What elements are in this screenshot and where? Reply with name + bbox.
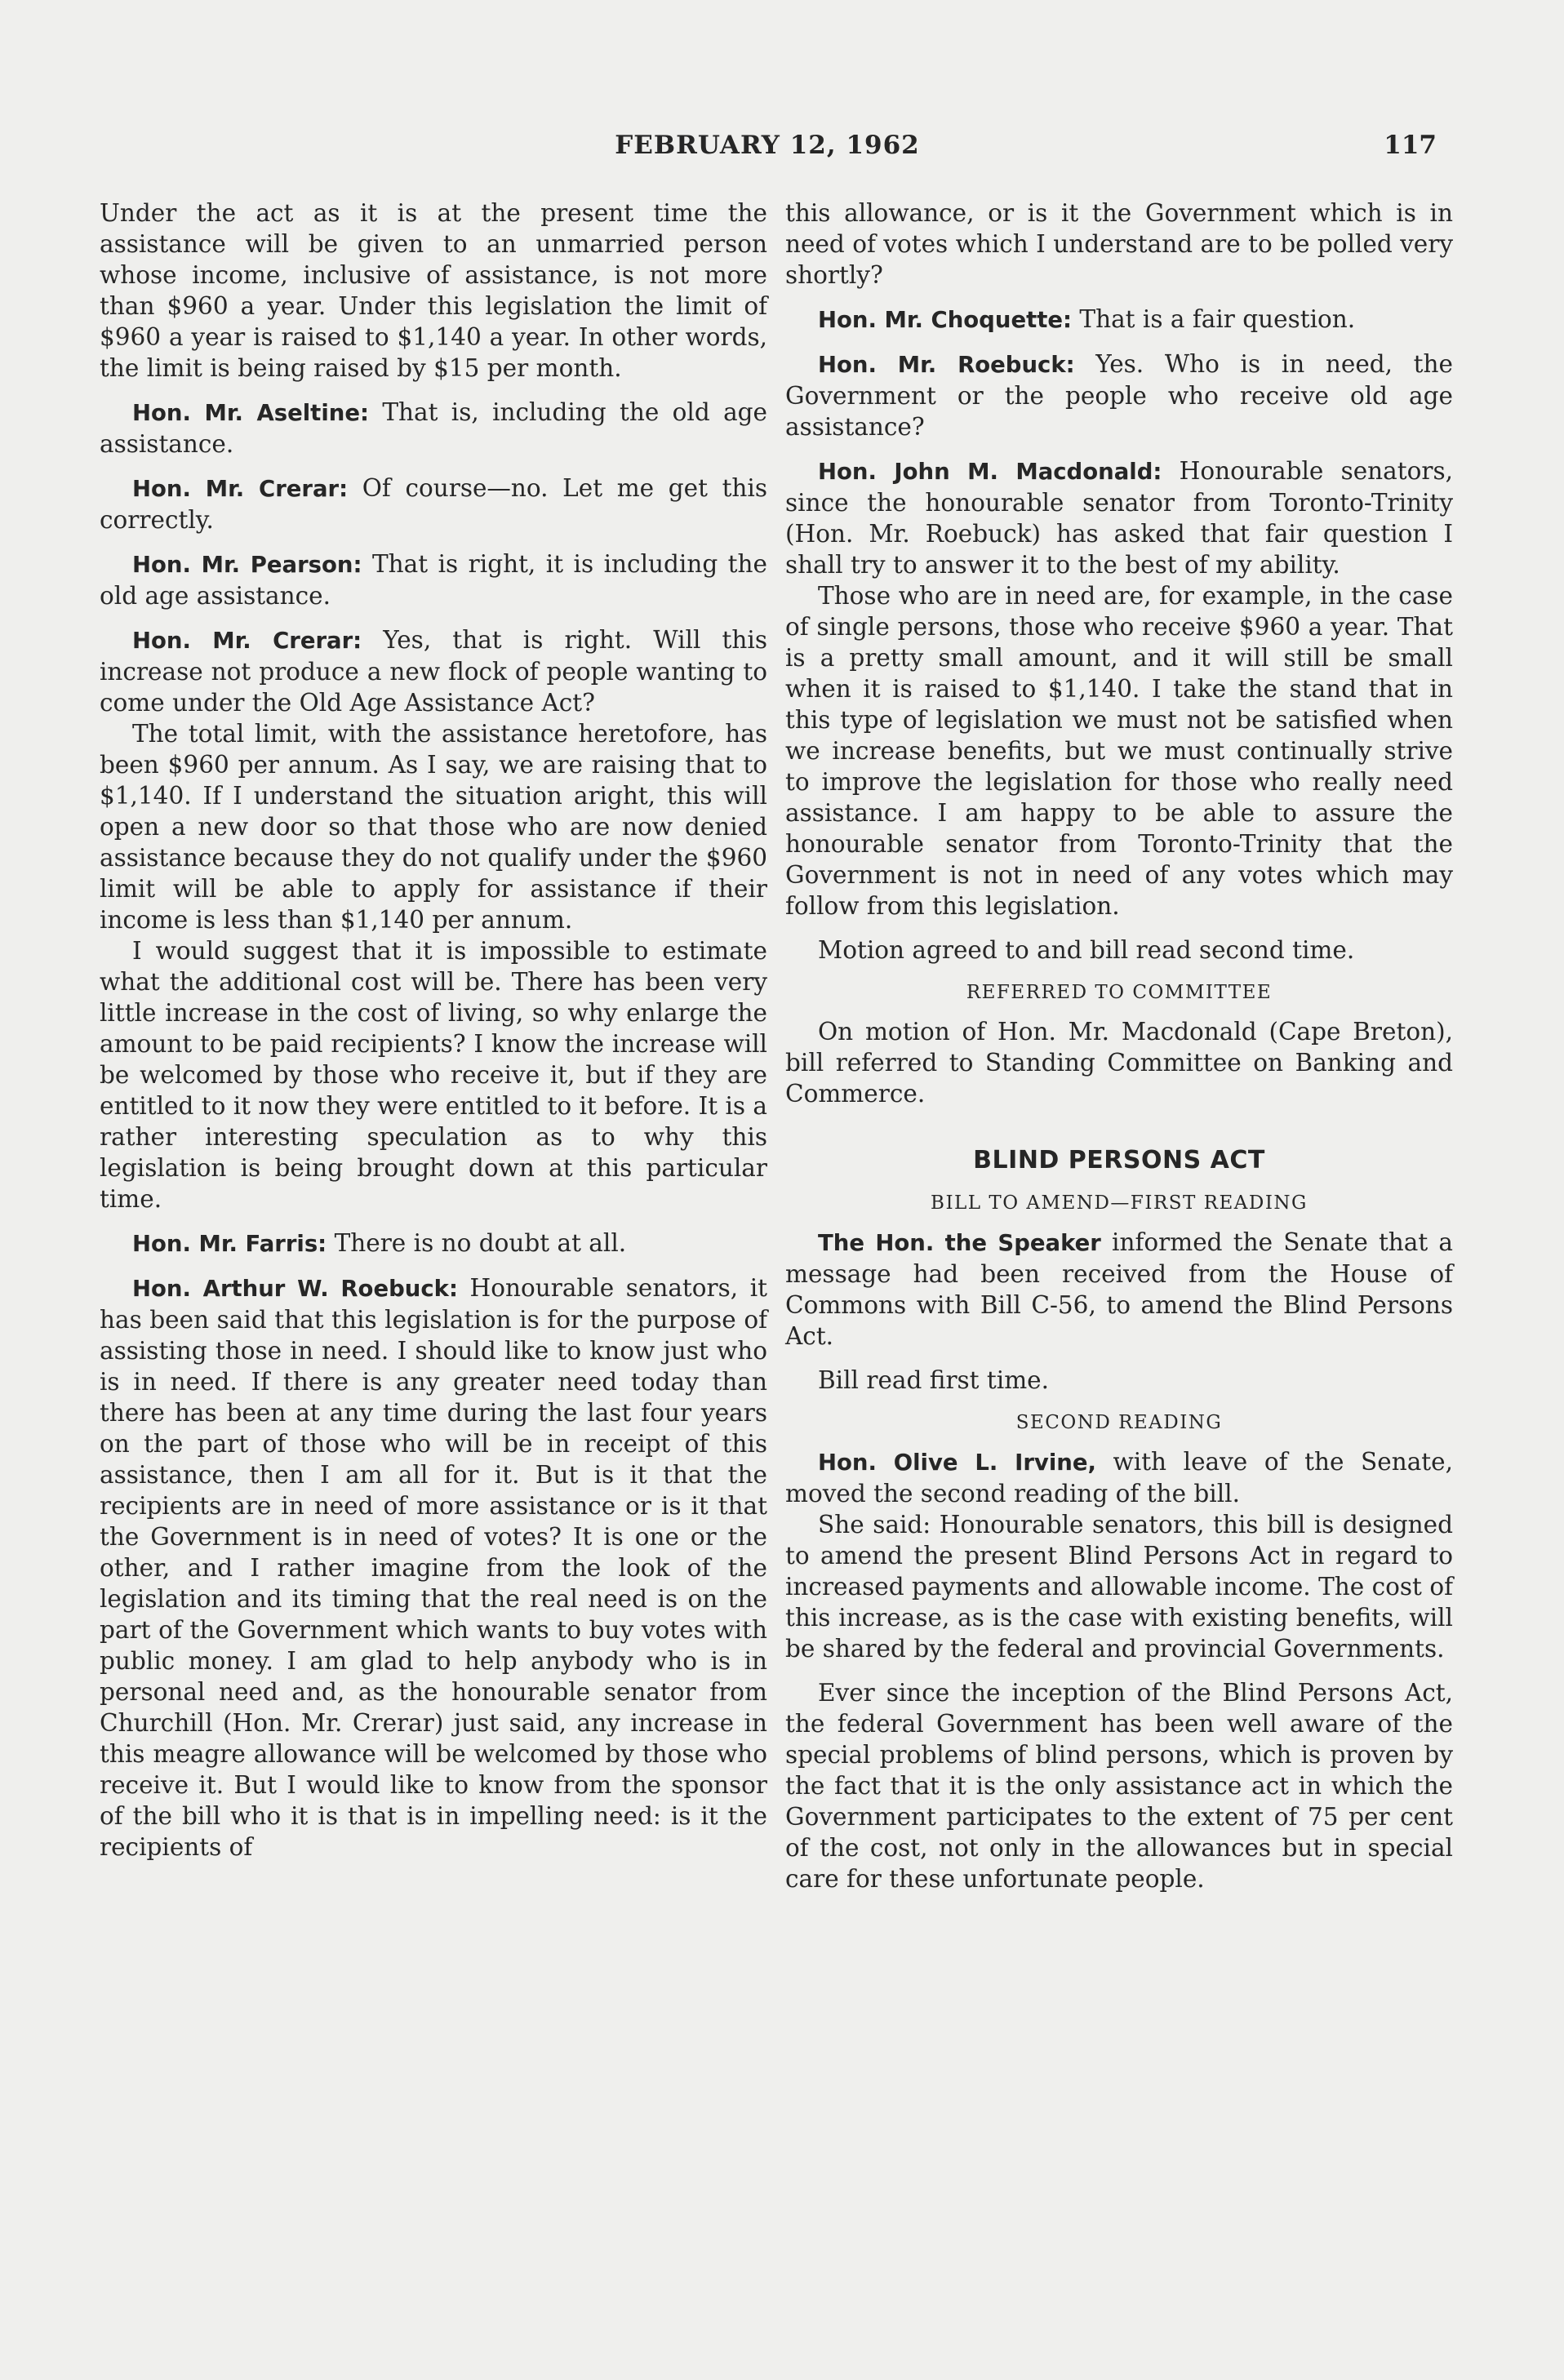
paragraph: Ever since the inception of the Blind Persons Act, the federal Government has been well aware of the special problems of blind persons, which is proven by the fact that it is the only assistance act in which the Government participates to the extent of 75 per cent of the cost, not only in the allowances but in special care for these unfortunate people. bbox=[785, 1679, 1453, 1893]
speech-paragraph bbox=[785, 1446, 1453, 1509]
speech-text: There is no doubt at all. bbox=[327, 1229, 627, 1257]
section-title: BLIND PERSONS ACT bbox=[973, 1146, 1265, 1174]
paragraph: Those who are in need are, for example, in the case of single persons, those who receive $960 a year. That is a pretty small amount, and it will still be small when it is raised to $1,140. I take the stand that in this type of legislation we must not be satisfied when we increase benefits, but we must continually strive to improve the legislation for those who really need assistance. I am happy to be able to assure the honourable senator from Toronto-Trinity that the Government is not in need of any votes which may follow from this legislation. bbox=[785, 582, 1453, 920]
speaker-name: Hon. Mr. Farris: bbox=[132, 1231, 327, 1257]
speech-text: informed the Senate that a message had been received from the House of Commons with Bill C-56, to amend the Blind Persons Act. bbox=[785, 1228, 1453, 1350]
speaker-name: Hon. Mr. Crerar: bbox=[132, 628, 362, 654]
speech-paragraph bbox=[785, 1227, 1453, 1352]
speaker-name: Hon. Mr. Choquette: bbox=[818, 307, 1073, 333]
speech-text: That is right, it is including the old age assistance. bbox=[100, 550, 767, 610]
speaker-name: Hon. Olive L. Irvine, bbox=[818, 1450, 1096, 1476]
speech-paragraph bbox=[100, 548, 767, 611]
speech-paragraph bbox=[785, 304, 1453, 335]
speaker-name: Hon. Mr. Pearson: bbox=[132, 552, 362, 578]
paragraph: I would suggest that it is impossible to estimate what the additional cost will be. There has been very little increase in the cost of living, so why enlarge the amount to be paid recipients? I know the increase will be welcomed by those who receive it, but if they are entitled to it now they were entitled to it before. It is a rather interesting speculation as to why this legislation is being brought down at this particular time. bbox=[100, 937, 767, 1213]
speech-text: with leave of the Senate, moved the second reading of the bill. bbox=[785, 1448, 1453, 1507]
speech-paragraph bbox=[785, 455, 1453, 580]
speech-paragraph bbox=[100, 397, 767, 460]
speech-text: Yes, that is right. Will this increase not produce a new flock of people wanting to come under the Old Age Assistance Act? bbox=[100, 626, 767, 717]
page-number: 117 bbox=[1384, 131, 1437, 160]
paragraph: Motion agreed to and bill read second time. bbox=[818, 936, 1355, 964]
speech-paragraph bbox=[100, 1272, 767, 1863]
paragraph: this allowance, or is it the Government which is in need of votes which I understand are to be polled very shortly? bbox=[785, 199, 1453, 289]
speech-text: Of course—no. Let me get this correctly. bbox=[100, 474, 767, 534]
paragraph: On motion of Hon. Mr. Macdonald (Cape Breton), bill referred to Standing Committee on Banking and Commerce. bbox=[785, 1018, 1453, 1108]
left-column bbox=[100, 198, 767, 1863]
speech-text: Honourable senators, since the honourable senator from Toronto-Trinity (Hon. Mr. Roebuck) has asked that fair question I shall try to answer it to the best of my ability. bbox=[785, 457, 1453, 579]
page-header bbox=[98, 131, 1437, 171]
speaker-name: The Hon. the Speaker bbox=[818, 1230, 1101, 1256]
speaker-name: Hon. Mr. Aseltine: bbox=[132, 400, 369, 426]
speaker-name: Hon. Mr. Crerar: bbox=[132, 476, 349, 502]
speaker-name: Hon. Arthur W. Roebuck: bbox=[132, 1276, 458, 1302]
speech-text: Honourable senators, it has been said that this legislation is for the purpose of assisting those in need. I should like to know just who is in need. If there is any greater need today than there has been at any time during the last four years on the part of those who will be in receipt of this assistance, then I am all for it. But is it that the recipients are in need of more assistance or is it that the Government is in need of votes? It is one or the other, and I rather imagine from the look of the legislation and its timing that the real need is on the part of the Government which wants to buy votes with public money. I am glad to help anybody who is in personal need and, as the honourable senator from Churchill (Hon. Mr. Crerar) just said, any increase in this meagre allowance will be welcomed by those who receive it. But I would like to know from the sponsor of the bill who it is that is in impelling need: is it the recipients of bbox=[100, 1274, 767, 1861]
paragraph: The total limit, with the assistance heretofore, has been $960 per annum. As I say, we are raising that to $1,140. If I understand the situation aright, this will open a new door so that those who are now denied assistance because they do not qualify under the $960 limit will be able to apply for assistance if their income is less than $1,140 per annum. bbox=[100, 720, 767, 934]
speaker-name: Hon. Mr. Roebuck: bbox=[818, 352, 1075, 378]
speaker-name: Hon. John M. Macdonald: bbox=[818, 459, 1162, 485]
subheading-first-reading: BILL TO AMEND—FIRST READING bbox=[931, 1192, 1308, 1214]
right-column bbox=[785, 198, 1453, 1894]
speech-text: That is, including the old age assistance. bbox=[100, 398, 767, 458]
speech-paragraph bbox=[100, 624, 767, 718]
page-date: FEBRUARY 12, 1962 bbox=[615, 131, 920, 160]
paragraph: She said: Honourable senators, this bill is designed to amend the present Blind Persons Act in regard to increased payments and allowable income. The cost of this increase, as is the case with existing benefits, will be shared by the federal and provincial Governments. bbox=[785, 1511, 1453, 1663]
speech-paragraph bbox=[785, 349, 1453, 442]
speech-text: That is a fair question. bbox=[1072, 305, 1356, 333]
speech-text: Yes. Who is in need, the Government or the people who receive old age assistance? bbox=[785, 350, 1453, 441]
speech-paragraph bbox=[100, 473, 767, 535]
speech-paragraph bbox=[100, 1228, 767, 1259]
subheading-referred-to-committee: REFERRED TO COMMITTEE bbox=[966, 982, 1273, 1003]
paragraph: Bill read first time. bbox=[818, 1366, 1050, 1394]
paragraph: Under the act as it is at the present time the assistance will be given to an unmarried person whose income, inclusive of assistance, is not more than $960 a year. Under this legislation the limit of $960 a year is raised to $1,140 a year. In other words, the limit is being raised by $15 per month. bbox=[100, 199, 767, 382]
subheading-second-reading: SECOND READING bbox=[1015, 1412, 1223, 1433]
